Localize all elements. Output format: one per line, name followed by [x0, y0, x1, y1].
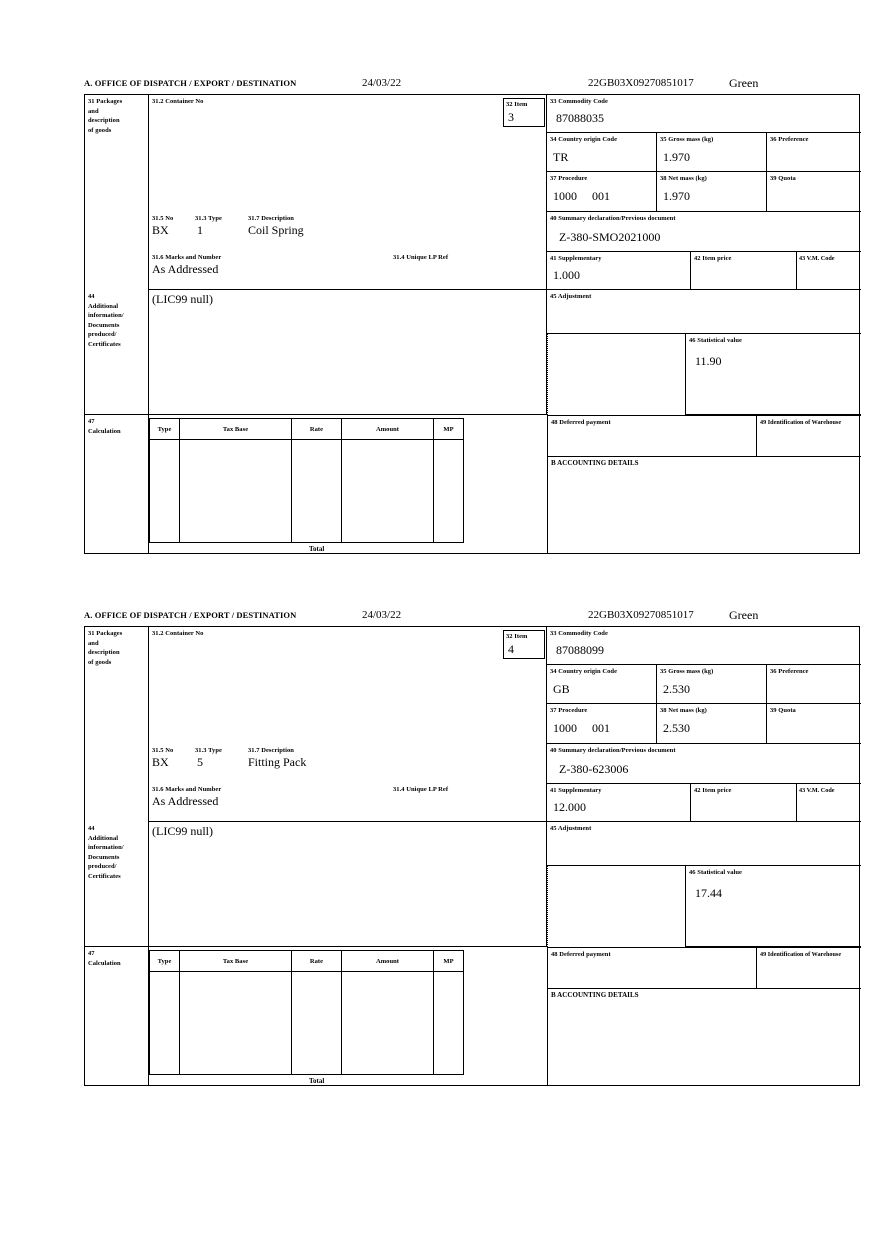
box-41-value: 1.000 — [553, 268, 580, 282]
box-41-label: 41 Supplementary — [550, 787, 602, 794]
box-48-deferred-payment — [547, 947, 757, 989]
box-47-calculation-table — [149, 415, 547, 554]
box-35-value: 1.970 — [663, 150, 690, 164]
box-40-label: 40 Summary declaration/Previous document — [550, 747, 676, 754]
box-40-value: Z-380-SMO2021000 — [559, 230, 661, 244]
box-31-5-no-label: 31.5 No — [152, 215, 174, 222]
box-44-value: (LIC99 null) — [152, 824, 213, 838]
box-47-total-label: Total — [309, 1077, 325, 1085]
box-47-calculation-table — [149, 947, 547, 1086]
form-frame-1 — [84, 94, 860, 554]
customs-declaration-form-1 — [84, 78, 862, 554]
form-header-2 — [84, 610, 862, 626]
box-47-cell-amount — [342, 972, 434, 1075]
box-47-cell-rate — [292, 440, 342, 543]
box-b-label: B ACCOUNTING DETAILS — [551, 459, 639, 467]
box-31-6-marks-value: As Addressed — [152, 262, 219, 276]
box-47-cell-rate — [292, 972, 342, 1075]
box-31-4-lp-ref-label: 31.4 Unique LP Ref — [393, 254, 449, 261]
box-42-label: 42 Item price — [694, 255, 732, 262]
box-37-value: 1000 001 — [553, 721, 610, 735]
box-33-commodity-code — [547, 627, 861, 665]
box-39-quota — [767, 704, 861, 744]
box-44-label: 44 Additional information/ Documents produced/ Certificates — [88, 293, 124, 348]
box-31-7-description-label: 31.7 Description — [248, 747, 294, 754]
office-of-dispatch-label: A. OFFICE OF DISPATCH / EXPORT / DESTINATION — [84, 610, 297, 620]
box-47-cell-tax-base — [180, 972, 292, 1075]
box-35-gross-mass — [657, 665, 767, 704]
box-43-label: 43 V.M. Code — [799, 255, 835, 262]
box-49-label: 49 Identification of Warehouse — [760, 419, 842, 426]
box-33-value: 87088099 — [556, 643, 604, 657]
box-31-4-lp-ref-label: 31.4 Unique LP Ref — [393, 786, 449, 793]
box-b-accounting-details — [547, 989, 861, 1086]
box-31-label-cell — [85, 95, 149, 290]
box-41-supplementary — [547, 784, 691, 822]
box-45-adjustment — [547, 290, 861, 334]
box-36-preference — [767, 665, 861, 704]
movement-reference-number: 22GB03X09270851017 — [588, 77, 694, 89]
declaration-date: 24/03/22 — [362, 609, 402, 621]
box-31-3-type-label: 31.3 Type — [195, 747, 222, 754]
box-31-label: 31 Packages and description of goods — [88, 630, 123, 666]
box-35-label: 35 Gross mass (kg) — [660, 136, 714, 143]
box-43-vm-code — [797, 784, 861, 822]
box-44-additional-information — [149, 290, 547, 415]
box-31-7-description-label: 31.7 Description — [248, 215, 294, 222]
box-46-dotted-divider — [547, 866, 548, 947]
box-39-label: 39 Quota — [770, 707, 796, 714]
box-39-quota — [767, 172, 861, 212]
box-32-label: 32 Item — [506, 101, 528, 108]
box-47-col-type: Type — [149, 950, 180, 972]
box-46-value: 11.90 — [695, 354, 722, 368]
box-46-value: 17.44 — [695, 886, 722, 900]
box-33-label: 33 Commodity Code — [550, 630, 608, 637]
box-37-value: 1000 001 — [553, 189, 610, 203]
box-31-7-description-value: Fitting Pack — [248, 755, 307, 769]
box-47-col-mp: MP — [434, 950, 464, 972]
box-44-label: 44 Additional information/ Documents produced/ Certificates — [88, 825, 124, 880]
form-header-1 — [84, 78, 862, 94]
box-41-value: 12.000 — [553, 800, 586, 814]
box-33-value: 87088035 — [556, 111, 604, 125]
box-38-label: 38 Net mass (kg) — [660, 175, 707, 182]
box-31-2-container-label: 31.2 Container No — [152, 98, 204, 105]
box-36-label: 36 Preference — [770, 136, 809, 143]
box-40-previous-document — [547, 212, 861, 252]
box-47-cell-amount — [342, 440, 434, 543]
box-45-adjustment — [547, 822, 861, 866]
box-32-value: 4 — [508, 642, 514, 656]
box-47-cell-mp — [434, 972, 464, 1075]
box-48-deferred-payment — [547, 415, 757, 457]
box-33-label: 33 Commodity Code — [550, 98, 608, 105]
box-42-item-price — [691, 784, 797, 822]
box-47-label: 47 Calculation — [88, 418, 121, 435]
box-49-label: 49 Identification of Warehouse — [760, 951, 842, 958]
box-47-label: 47 Calculation — [88, 950, 121, 967]
box-31-6-marks-label: 31.6 Marks and Number — [152, 254, 222, 261]
box-34-value: TR — [553, 150, 569, 164]
box-31-6-marks-label: 31.6 Marks and Number — [152, 786, 222, 793]
box-46-dotted-divider — [547, 334, 548, 415]
box-38-label: 38 Net mass (kg) — [660, 707, 707, 714]
movement-reference-number: 22GB03X09270851017 — [588, 609, 694, 621]
box-38-net-mass — [657, 704, 767, 744]
box-47-cell-type — [149, 972, 180, 1075]
box-44-label-cell — [85, 822, 149, 947]
box-34-label: 34 Country origin Code — [550, 136, 618, 143]
box-46-statistical-value — [685, 866, 861, 947]
box-32-item — [503, 98, 545, 127]
route-colour: Green — [729, 76, 759, 90]
box-31-3-type-label: 31.3 Type — [195, 215, 222, 222]
box-39-label: 39 Quota — [770, 175, 796, 182]
box-31-label: 31 Packages and description of goods — [88, 98, 123, 134]
box-35-value: 2.530 — [663, 682, 690, 696]
box-b-label: B ACCOUNTING DETAILS — [551, 991, 639, 999]
box-47-col-amount: Amount — [342, 950, 434, 972]
box-37-procedure — [547, 704, 657, 744]
box-47-cell-mp — [434, 440, 464, 543]
box-32-label: 32 Item — [506, 633, 528, 640]
box-31-label-cell — [85, 627, 149, 822]
box-32-value: 3 — [508, 110, 514, 124]
box-47-label-cell — [85, 947, 149, 1086]
box-41-supplementary — [547, 252, 691, 290]
box-31-3-type-value: 5 — [197, 755, 203, 769]
box-46-label: 46 Statistical value — [689, 869, 742, 876]
box-40-label: 40 Summary declaration/Previous document — [550, 215, 676, 222]
box-36-label: 36 Preference — [770, 668, 809, 675]
box-40-previous-document — [547, 744, 861, 784]
route-colour: Green — [729, 608, 759, 622]
box-45-label: 45 Adjustment — [550, 293, 592, 300]
box-31-6-marks-value: As Addressed — [152, 794, 219, 808]
box-37-procedure — [547, 172, 657, 212]
box-37-label: 37 Procedure — [550, 175, 588, 182]
box-47-col-rate: Rate — [292, 418, 342, 440]
box-35-label: 35 Gross mass (kg) — [660, 668, 714, 675]
box-31-5-no-value: BX — [152, 755, 169, 769]
box-31-3-type-value: 1 — [197, 223, 203, 237]
office-of-dispatch-label: A. OFFICE OF DISPATCH / EXPORT / DESTINATION — [84, 78, 297, 88]
box-33-commodity-code — [547, 95, 861, 133]
box-47-col-mp: MP — [434, 418, 464, 440]
box-31-goods-description — [149, 95, 547, 290]
box-34-value: GB — [553, 682, 570, 696]
box-31-goods-description — [149, 627, 547, 822]
box-47-cell-type — [149, 440, 180, 543]
box-35-gross-mass — [657, 133, 767, 172]
box-31-2-container-label: 31.2 Container No — [152, 630, 204, 637]
customs-declaration-form-2 — [84, 610, 862, 1086]
box-47-col-amount: Amount — [342, 418, 434, 440]
box-45-label: 45 Adjustment — [550, 825, 592, 832]
box-40-value: Z-380-623006 — [559, 762, 629, 776]
box-41-label: 41 Supplementary — [550, 255, 602, 262]
box-46-label: 46 Statistical value — [689, 337, 742, 344]
box-43-label: 43 V.M. Code — [799, 787, 835, 794]
declaration-date: 24/03/22 — [362, 77, 402, 89]
box-38-value: 2.530 — [663, 721, 690, 735]
box-47-label-cell — [85, 415, 149, 554]
box-49-identification-of-warehouse — [757, 415, 861, 457]
box-34-label: 34 Country origin Code — [550, 668, 618, 675]
box-42-item-price — [691, 252, 797, 290]
box-44-value: (LIC99 null) — [152, 292, 213, 306]
box-43-vm-code — [797, 252, 861, 290]
box-47-total-label: Total — [309, 545, 325, 553]
box-34-country-origin — [547, 665, 657, 704]
box-47-col-type: Type — [149, 418, 180, 440]
box-47-col-tax-base: Tax Base — [180, 418, 292, 440]
box-34-country-origin — [547, 133, 657, 172]
box-47-col-rate: Rate — [292, 950, 342, 972]
box-48-label: 48 Deferred payment — [551, 951, 611, 958]
box-48-label: 48 Deferred payment — [551, 419, 611, 426]
box-44-label-cell — [85, 290, 149, 415]
box-38-value: 1.970 — [663, 189, 690, 203]
box-31-5-no-value: BX — [152, 223, 169, 237]
box-36-preference — [767, 133, 861, 172]
box-42-label: 42 Item price — [694, 787, 732, 794]
box-37-label: 37 Procedure — [550, 707, 588, 714]
box-49-identification-of-warehouse — [757, 947, 861, 989]
box-31-7-description-value: Coil Spring — [248, 223, 304, 237]
box-44-additional-information — [149, 822, 547, 947]
box-46-statistical-value — [685, 334, 861, 415]
box-b-accounting-details — [547, 457, 861, 554]
box-47-col-tax-base: Tax Base — [180, 950, 292, 972]
box-47-cell-tax-base — [180, 440, 292, 543]
box-38-net-mass — [657, 172, 767, 212]
box-31-5-no-label: 31.5 No — [152, 747, 174, 754]
form-frame-2 — [84, 626, 860, 1086]
box-32-item — [503, 630, 545, 659]
